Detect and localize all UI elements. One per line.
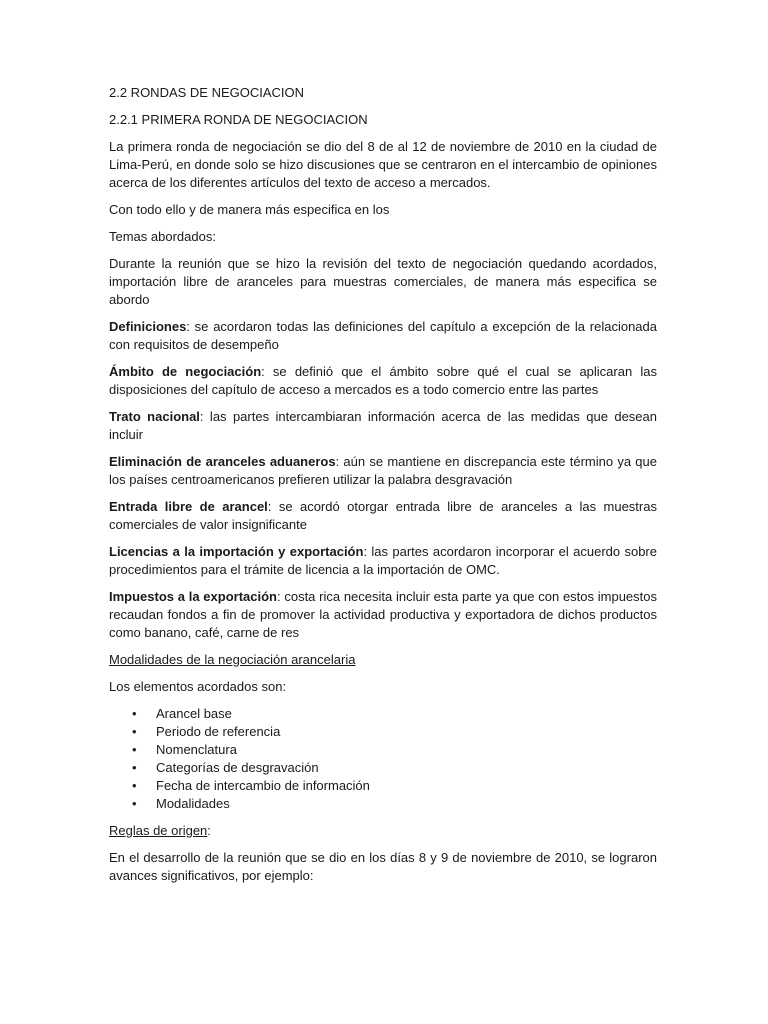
topic-text: : se definió que el ámbito sobre qué el cual se aplicaran las disposiciones del capítulo de acceso a mercados es a todo comercio entre las partes — [109, 364, 657, 397]
bullet-icon: • — [132, 778, 137, 793]
topic-term: Impuestos a la exportación — [109, 589, 277, 604]
topic-term: Eliminación de aranceles aduaneros — [109, 454, 336, 469]
topic-text: : se acordó otorgar entrada libre de aranceles a las muestras comerciales de valor insignificante — [109, 499, 657, 532]
closing-paragraph: En el desarrollo de la reunión que se dio en los días 8 y 9 de noviembre de 2010, se lograron avances significativos, por ejemplo: — [109, 850, 657, 883]
topic-paragraph — [109, 498, 657, 534]
con-todo-line: Con todo ello y de manera más especifica en los — [109, 202, 390, 217]
topic-text: : costa rica necesita incluir esta parte ya que con estos impuestos recaudan fondos a fin de promover la actividad productiva y exportadora de dichos productos como banano, café, carne de res — [109, 589, 657, 640]
list-item-text: Nomenclatura — [156, 742, 237, 757]
topic-term: Trato nacional — [109, 409, 200, 424]
bullet-icon: • — [132, 742, 137, 757]
document-page — [109, 84, 657, 894]
list-item-text: Modalidades — [156, 796, 230, 811]
list-item — [109, 705, 657, 723]
list-item-text: Categorías de desgravación — [156, 760, 319, 775]
bullet-icon: • — [132, 796, 137, 811]
topic-term: Entrada libre de arancel — [109, 499, 268, 514]
list-item — [109, 723, 657, 741]
durante-paragraph: Durante la reunión que se hizo la revisión del texto de negociación quedando acordados, importación libre de aranceles para muestras comerciales, de manera más especifica se abordo — [109, 256, 657, 307]
modalidades-heading-text: Modalidades de la negociación arancelaria — [109, 652, 356, 667]
topic-term: Licencias a la importación y exportación — [109, 544, 364, 559]
section-heading: 2.2 RONDAS DE NEGOCIACION — [109, 85, 305, 100]
modalidades-heading — [109, 651, 657, 669]
bullet-icon: • — [132, 706, 137, 721]
list-item — [109, 741, 657, 759]
list-item — [109, 777, 657, 795]
bullet-icon: • — [132, 760, 137, 775]
topic-text: : aún se mantiene en discrepancia este término ya que los países centroamericanos prefieren utilizar la palabra desgravación — [109, 454, 657, 487]
list-item — [109, 795, 657, 813]
elementos-intro: Los elementos acordados son: — [109, 679, 287, 694]
list-item-text: Periodo de referencia — [156, 724, 281, 739]
topic-paragraph — [109, 543, 657, 579]
intro-paragraph: La primera ronda de negociación se dio del 8 de al 12 de noviembre de 2010 en la ciudad de Lima-Perú, en donde solo se hizo discusiones que se centraron en el intercambio de opiniones acerca de los diferentes artículos del texto de acceso a mercados. — [109, 139, 657, 190]
reglas-heading — [109, 822, 657, 840]
bullet-icon: • — [132, 724, 137, 739]
topic-paragraph — [109, 408, 657, 444]
list-item-text: Fecha de intercambio de información — [156, 778, 370, 793]
topic-text: : las partes acordaron incorporar el acuerdo sobre procedimientos para el trámite de licencia a la importación de OMC. — [109, 544, 657, 577]
topic-paragraph — [109, 318, 657, 354]
topic-term: Ámbito de negociación — [109, 364, 262, 379]
temas-abordados-line: Temas abordados: — [109, 229, 216, 244]
subsection-heading: 2.2.1 PRIMERA RONDA DE NEGOCIACION — [109, 112, 368, 127]
topic-term: Definiciones — [109, 319, 187, 334]
topic-paragraph — [109, 453, 657, 489]
topic-text: : las partes intercambiaran información acerca de las medidas que desean incluir — [109, 409, 657, 442]
list-item-text: Arancel base — [156, 706, 232, 721]
list-item — [109, 759, 657, 777]
topic-paragraph — [109, 588, 657, 642]
topic-text: : se acordaron todas las definiciones del capítulo a excepción de la relacionada con requisitos de desempeño — [109, 319, 657, 352]
elements-list — [109, 705, 657, 813]
reglas-colon: : — [207, 823, 211, 838]
reglas-heading-text: Reglas de origen — [109, 823, 208, 838]
topic-paragraph — [109, 363, 657, 399]
